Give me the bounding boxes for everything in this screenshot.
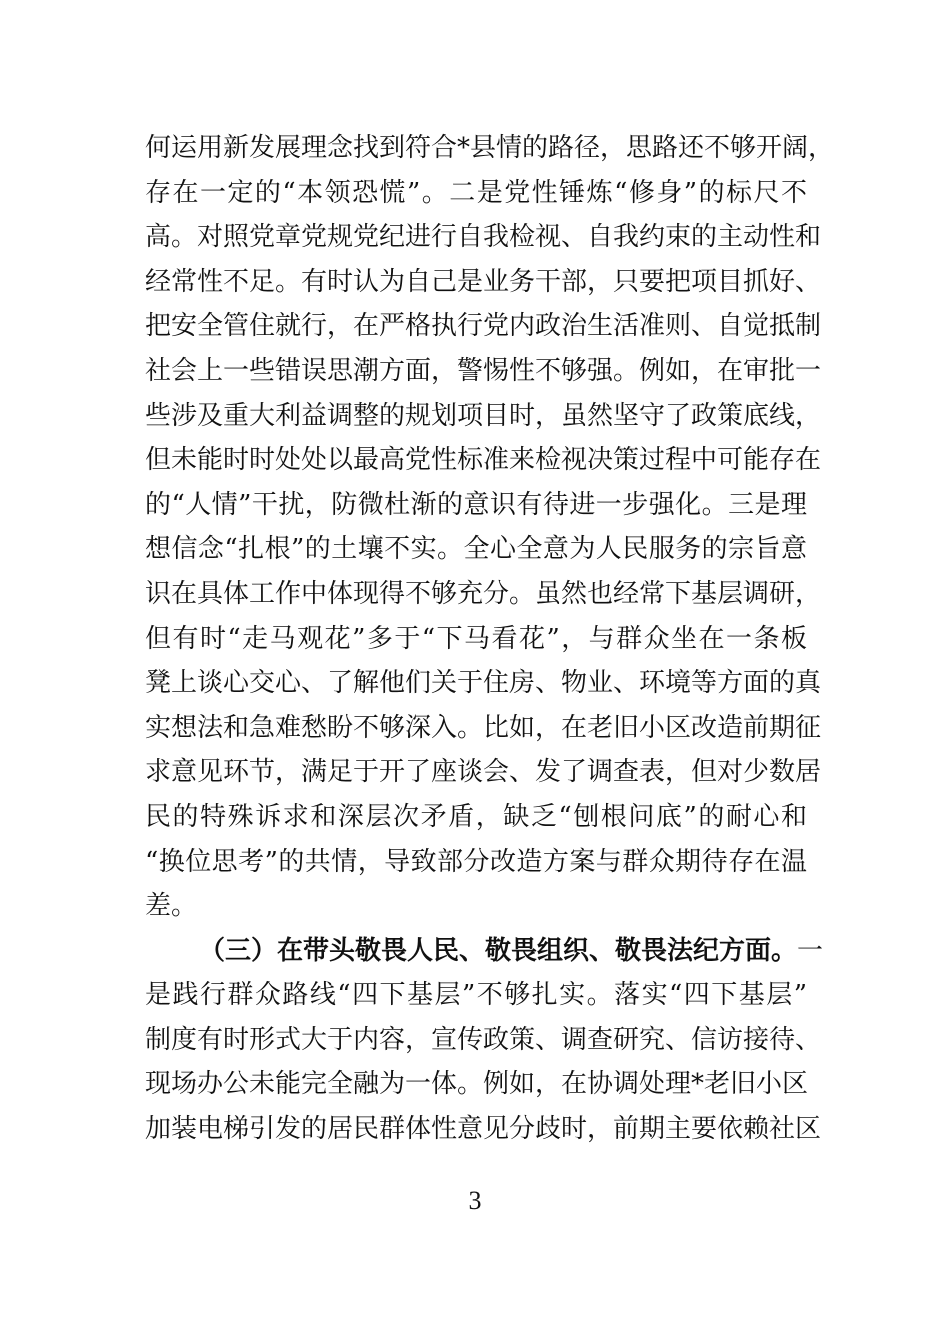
- line-text: 制度有时形式大于内容，宣传政策、调查研究、信访接待、: [145, 1024, 822, 1055]
- text-line: [145, 438, 822, 483]
- text-line: [145, 884, 807, 929]
- line-text: 但有时“走马观花”多于“下马看花”，与群众坐在一条板: [145, 623, 807, 654]
- line-text: 识在具体工作中体现得不够充分。虽然也经常下基层调研，: [145, 578, 822, 609]
- text-line: [145, 349, 822, 394]
- text-line: [145, 483, 807, 528]
- line-text: 民的特殊诉求和深层次矛盾，缺乏“刨根问底”的耐心和: [145, 801, 807, 832]
- line-text: 但未能时时处处以最高党性标准来检视决策过程中可能存在: [145, 445, 822, 476]
- line-text: 求意见环节，满足于开了座谈会、发了调查表，但对少数居: [145, 757, 822, 788]
- line-text: 是践行群众路线“四下基层”不够扎实。落实“四下基层”: [145, 980, 807, 1011]
- text-line: [145, 171, 807, 216]
- line-text: 何运用新发展理念找到符合*县情的路径，思路还不够开阔，: [145, 133, 835, 163]
- section-heading-line: [145, 929, 824, 974]
- text-line: [145, 706, 822, 751]
- line-text: 加装电梯引发的居民群体性意见分歧时，前期主要依赖社区: [145, 1114, 822, 1145]
- text-line: [145, 126, 835, 171]
- line-text: 把安全管住就行，在严格执行党内政治生活准则、自觉抵制: [145, 311, 822, 342]
- line-text: 高。对照党章党规党纪进行自我检视、自我约束的主动性和: [145, 222, 822, 253]
- line-text: 实想法和急难愁盼不够深入。比如，在老旧小区改造前期征: [145, 712, 822, 743]
- line-text: 社会上一些错误思潮方面，警惕性不够强。例如，在审批一: [145, 355, 822, 386]
- line-text: 的“人情”干扰，防微杜渐的意识有待进一步强化。三是理: [145, 489, 807, 520]
- line-text: 些涉及重大利益调整的规划项目时，虽然坚守了政策底线，: [145, 400, 822, 431]
- line-text: 凳上谈心交心、了解他们关于住房、物业、环境等方面的真: [145, 668, 822, 699]
- page-number: 3: [468, 1186, 482, 1215]
- section-heading: （三）在带头敬畏人民、敬畏组织、敬畏法纪方面。: [199, 935, 798, 966]
- text-line: [145, 840, 807, 885]
- line-text: 存在一定的“本领恐慌”。二是党性锤炼“修身”的标尺不: [145, 177, 807, 208]
- text-line: [145, 1018, 822, 1063]
- text-line: [145, 1062, 807, 1107]
- text-line: [145, 750, 822, 795]
- text-line: [145, 795, 807, 840]
- line-text: “换位思考”的共情，导致部分改造方案与群众期待存在温: [145, 846, 807, 877]
- text-line: [145, 260, 822, 305]
- text-line: [145, 527, 807, 572]
- line-text: 经常性不足。有时认为自己是业务干部，只要把项目抓好、: [145, 266, 822, 297]
- line-text: 差。: [145, 891, 198, 922]
- text-line: [145, 973, 807, 1018]
- text-line: [145, 1107, 822, 1152]
- text-line: [145, 215, 822, 260]
- text-line: [145, 394, 822, 439]
- line-text: 现场办公未能完全融为一体。例如，在协调处理*老旧小区: [145, 1069, 809, 1100]
- text-line: [145, 617, 807, 662]
- text-line: [145, 572, 822, 617]
- line-text: 想信念“扎根”的土壤不实。全心全意为人民服务的宗旨意: [145, 534, 807, 565]
- text-line: [145, 304, 822, 349]
- text-line: [145, 661, 822, 706]
- document-body: [145, 126, 835, 1152]
- line-text: 一: [797, 935, 824, 966]
